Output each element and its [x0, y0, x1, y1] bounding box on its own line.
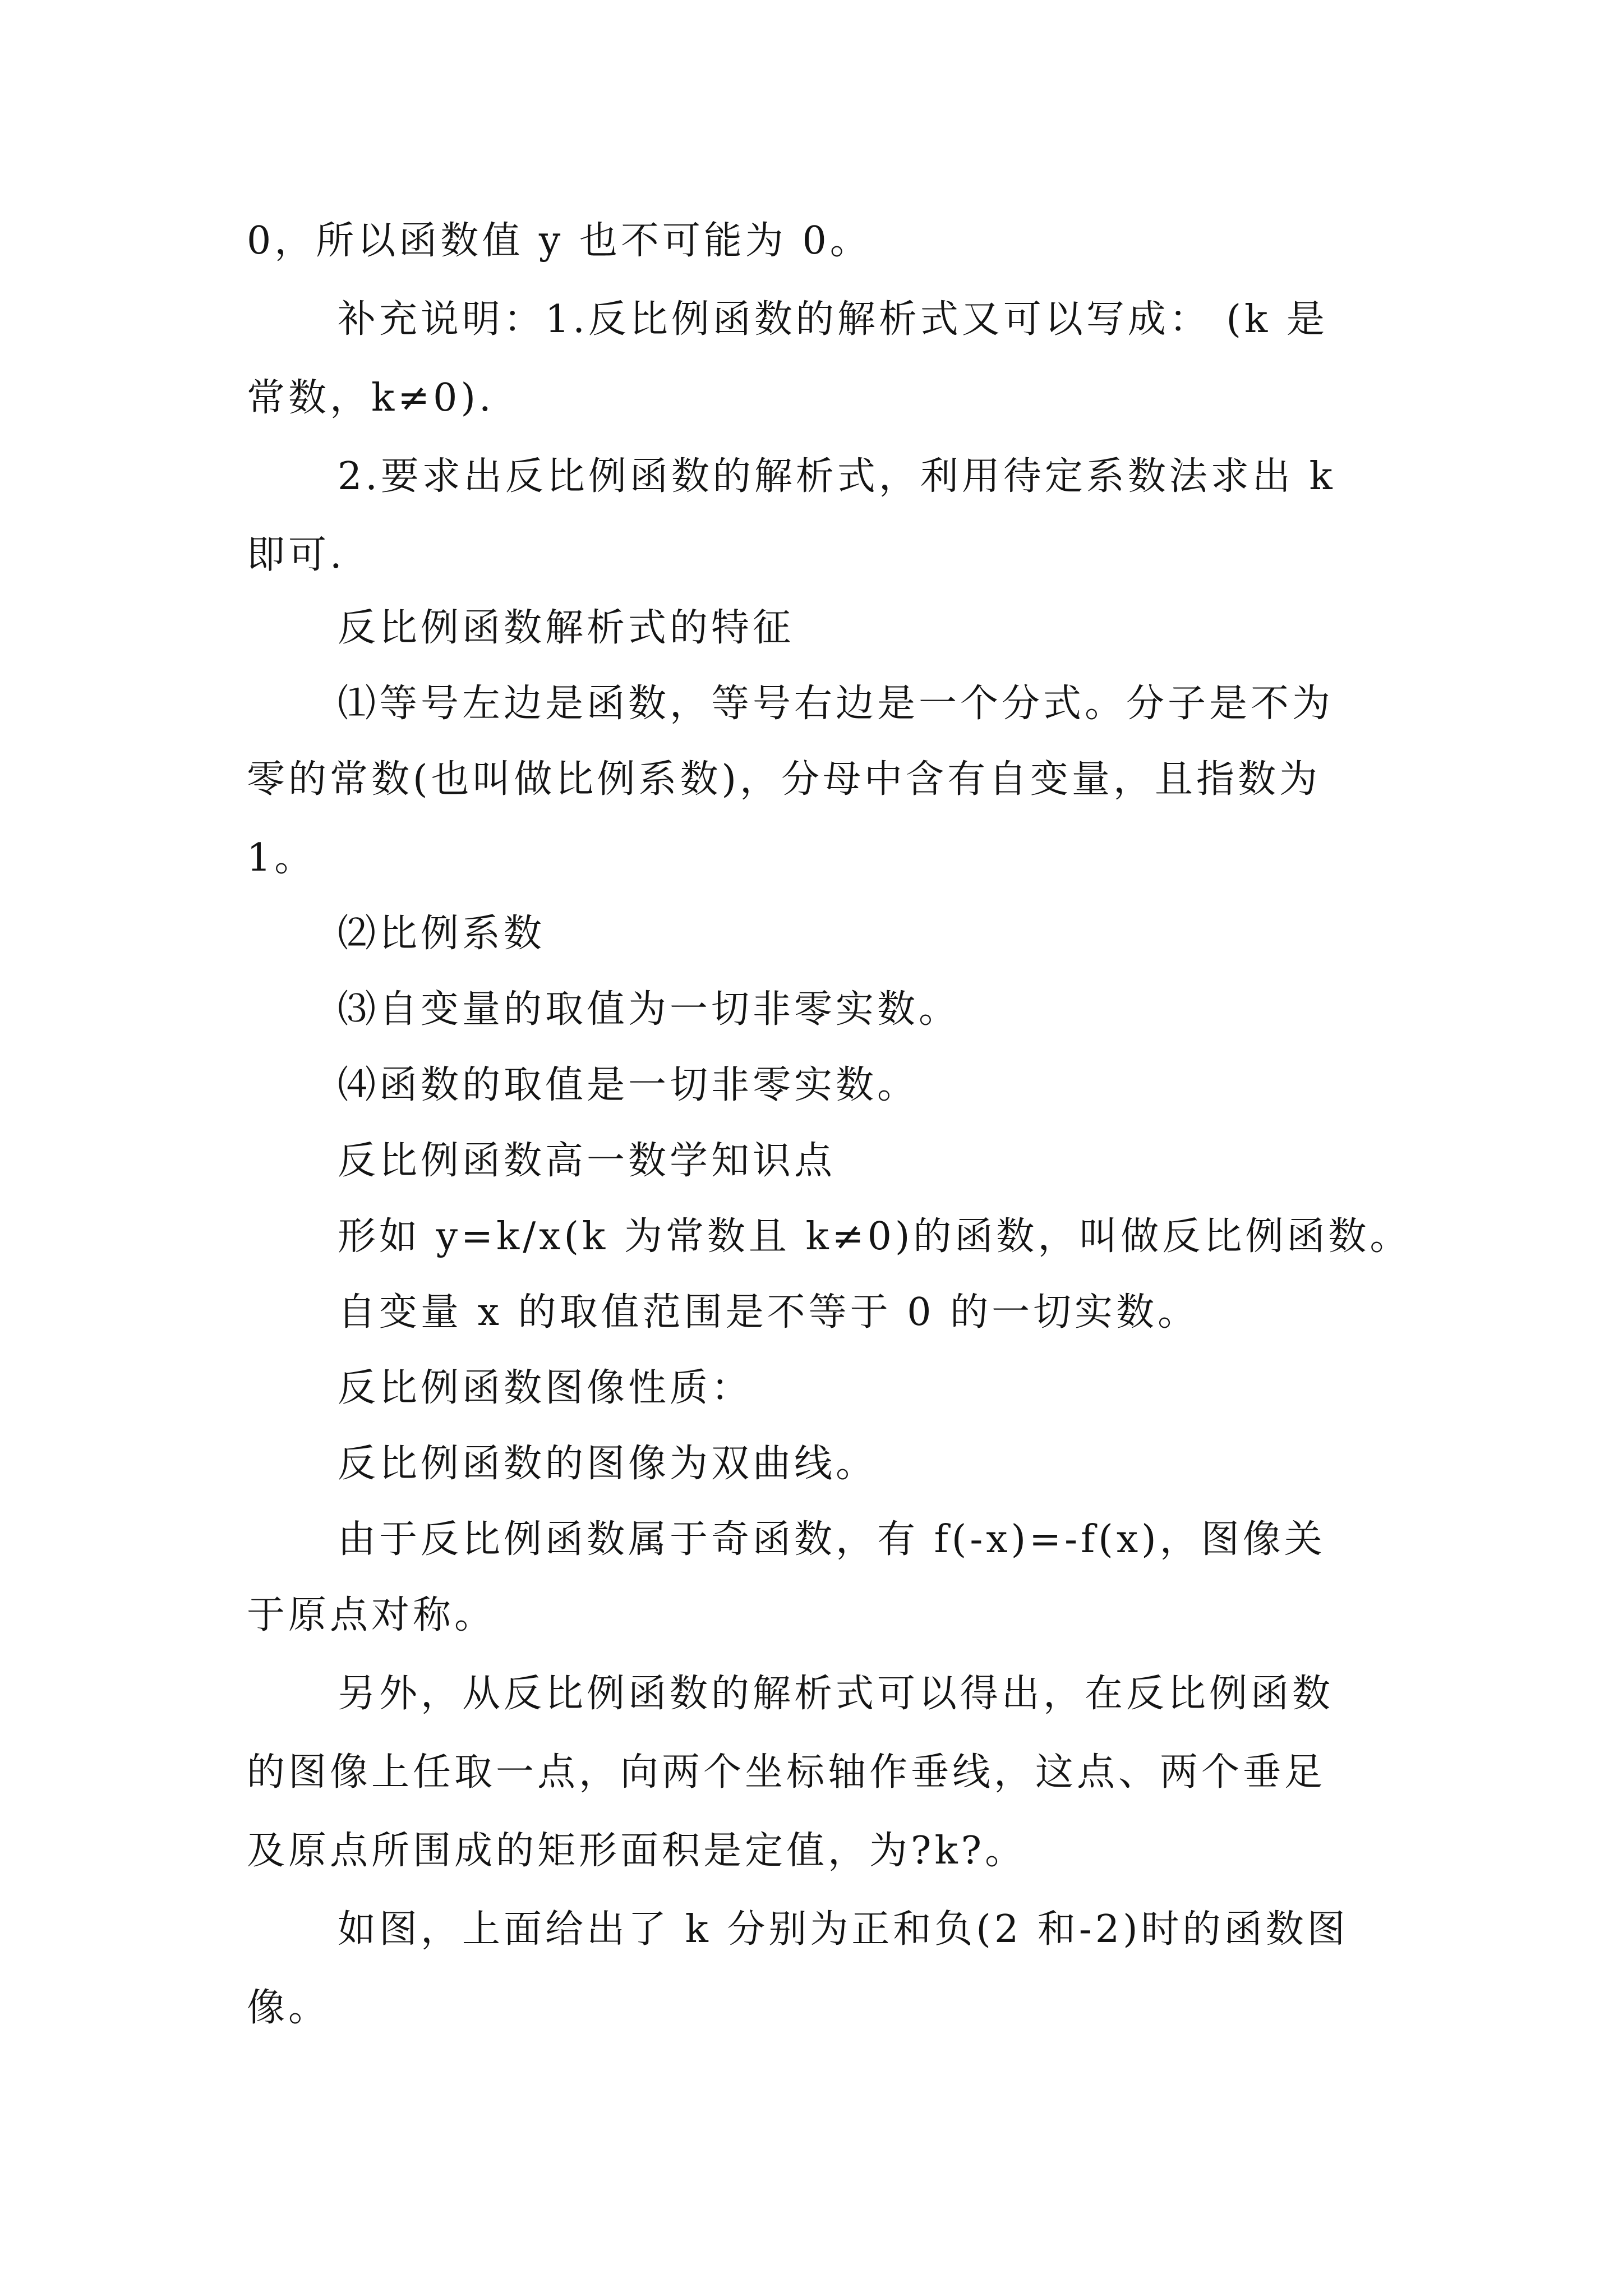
text-line: 形如 y=k/x(k 为常数且 k≠0)的函数，叫做反比例函数。 [338, 1214, 1412, 1259]
text-line: 由于反比例函数属于奇函数，有 f(-x)=-f(x)，图像关 [338, 1517, 1326, 1562]
text-line: 补充说明：1.反比例函数的解析式又可以写成： (k 是 [338, 297, 1328, 342]
text-line: 的图像上任取一点，向两个坐标轴作垂线，这点、两个垂足 [247, 1750, 1326, 1795]
section-heading: 反比例函数图像性质： [338, 1366, 753, 1410]
text-line: 常数，k≠0). [247, 376, 495, 420]
text-line: 如图，上面给出了 k 分别为正和负(2 和-2)时的函数图 [338, 1907, 1349, 1952]
text-line: 于原点对称。 [247, 1593, 496, 1637]
text-line: 像。 [247, 1986, 330, 2030]
text-line: 0，所以函数值 y 也不可能为 0。 [247, 219, 872, 263]
text-line: 即可. [247, 533, 345, 577]
text-line: ⑵比例系数 [338, 912, 546, 956]
section-heading: 反比例函数高一数学知识点 [338, 1139, 836, 1183]
text-line: ⑷函数的取值是一切非零实数。 [338, 1063, 919, 1107]
text-line: 反比例函数的图像为双曲线。 [338, 1442, 878, 1486]
text-line: 1。 [247, 836, 316, 880]
text-line: 2.要求出反比例函数的解析式，利用待定系数法求出 k [338, 454, 1336, 499]
text-line: ⑶自变量的取值为一切非零实数。 [338, 987, 961, 1032]
text-line: ⑴等号左边是函数，等号右边是一个分式。分子是不为 [338, 682, 1334, 726]
section-heading: 反比例函数解析式的特征 [338, 606, 795, 650]
text-line: 零的常数(也叫做比例系数)，分母中含有自变量，且指数为 [247, 757, 1321, 802]
text-line: 自变量 x 的取值范围是不等于 0 的一切实数。 [338, 1290, 1200, 1335]
text-line: 另外，从反比例函数的解析式可以得出，在反比例函数 [338, 1672, 1334, 1716]
text-line: 及原点所围成的矩形面积是定值，为?k?。 [247, 1829, 1027, 1873]
